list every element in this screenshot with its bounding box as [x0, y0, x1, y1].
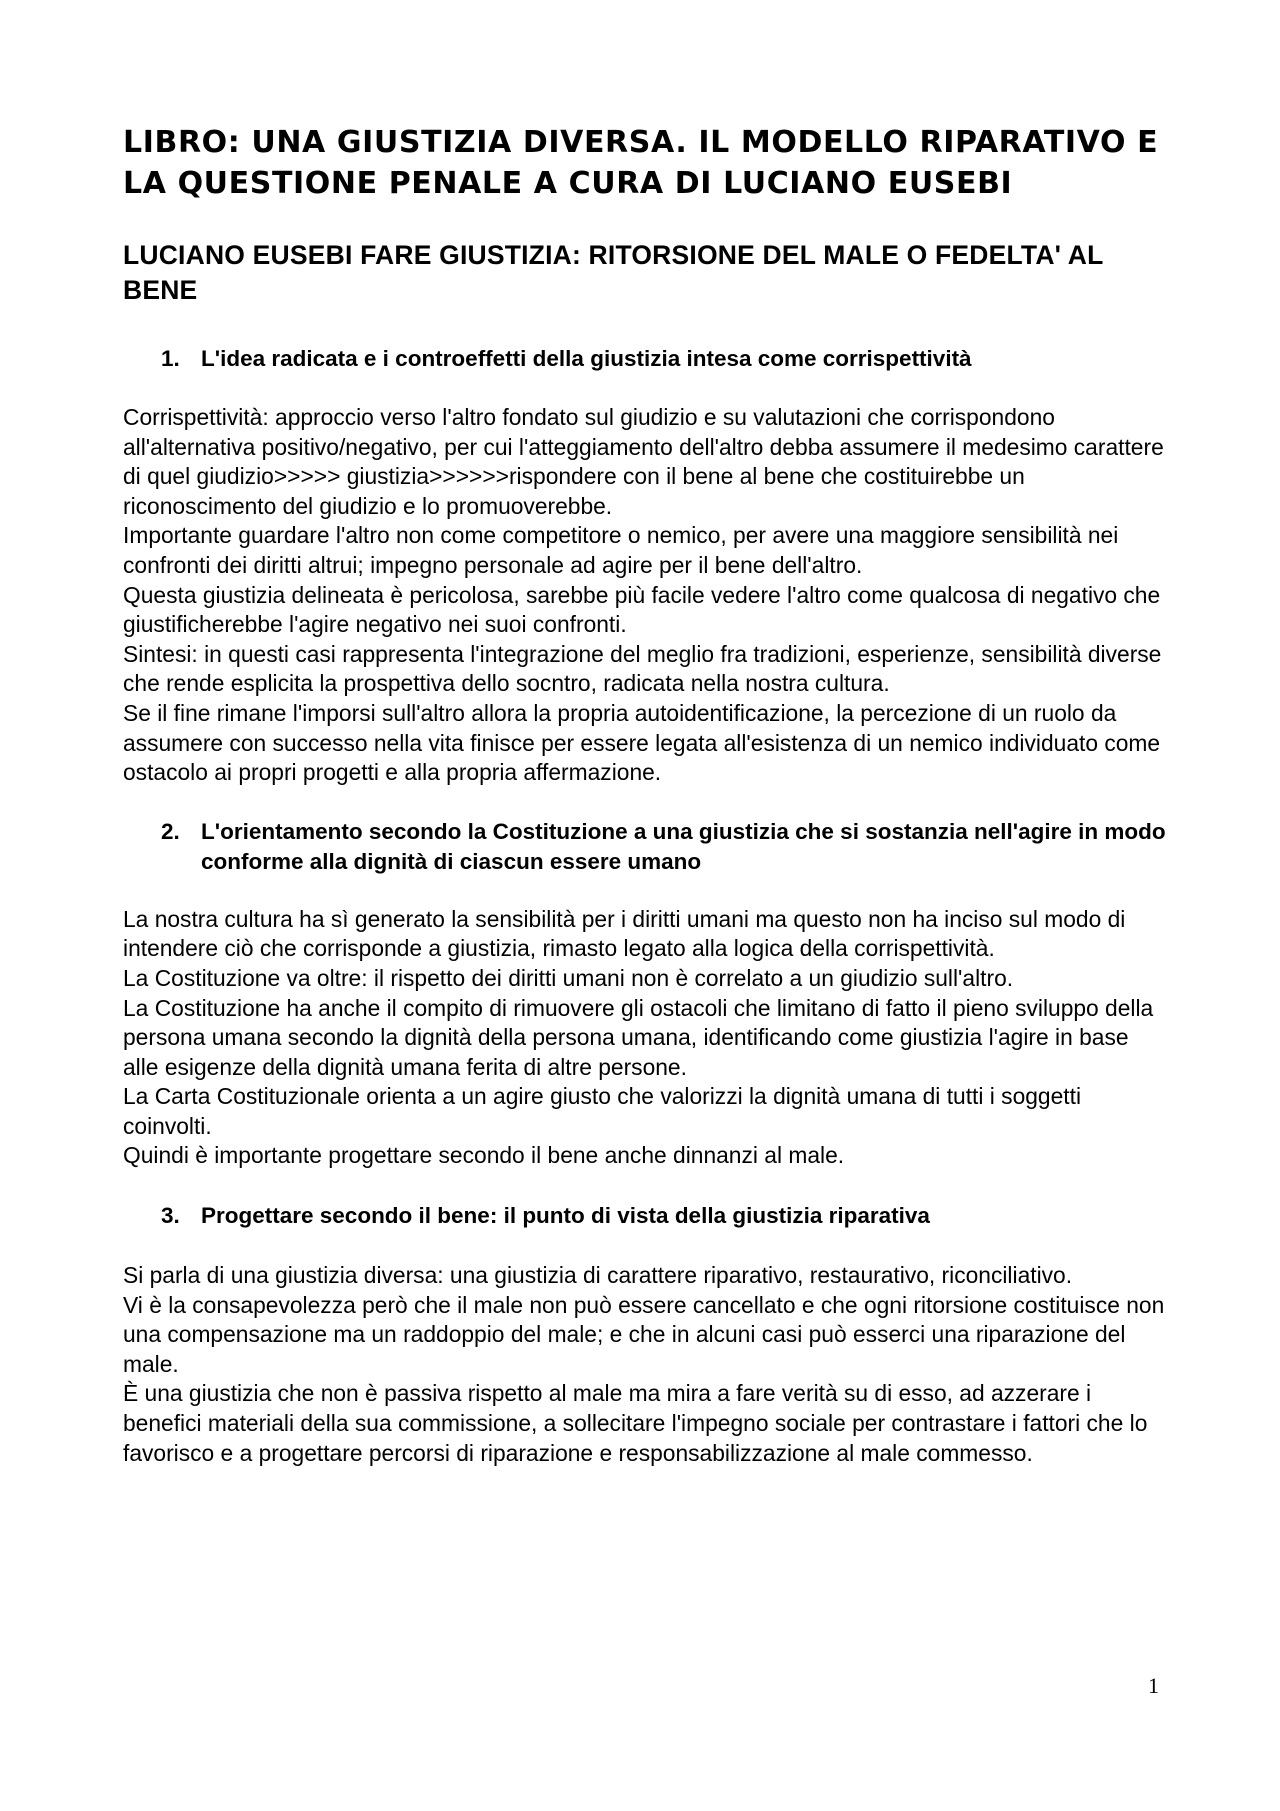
document-subtitle: LUCIANO EUSEBI FARE GIUSTIZIA: RITORSIONE DEL MALE O FEDELTA' AL BENE: [123, 240, 1104, 305]
section-heading-1: [123, 344, 1168, 374]
section-body-2: La nostra cultura ha sì generato la sensibilità per i diritti umani ma questo non ha inciso sul modo di intendere ciò che corrisponde a giustizia, rimasto legato alla logica della corrispettività. La Costituzione va oltre: il rispetto dei diritti umani non è correlato a un giudizio sull'altro. La Costituzione ha anche il compito di rimuovere gli ostacoli che limitano di fatto il pieno sviluppo della persona umana secondo la dignità della persona umana, identificando come giustizia l'agire in base alle esigenze della dignità umana ferita di altre persone. La Carta Costituzionale orienta a un agire giusto che valorizzi la dignità umana di tutti i soggetti coinvolti. Quindi è importante progettare secondo il bene anche dinnanzi al male.: [123, 905, 1154, 1169]
section-body-3: Si parla di una giustizia diversa: una giustizia di carattere riparativo, restaurativo, riconciliativo. Vi è la consapevolezza però che il male non può essere cancellato e che ogni ritorsione costituisce non una compensazione ma un raddoppio del male; e che in alcuni casi può esserci una riparazione del male. È una giustizia che non è passiva rispetto al male ma mira a fare verità su di esso, ad azzerare i benefici materiali della sua commissione, a sollecitare l'impegno sociale per contrastare i fattori che lo favorisco e a progettare percorsi di riparazione e responsabilizzazione al male commesso.: [123, 1262, 1165, 1466]
section-number: 3.: [161, 1203, 180, 1229]
section-heading-text: L'idea radicata e i controeffetti della giustizia intesa come corrispettività: [201, 346, 972, 371]
document-title: LIBRO: UNA GIUSTIZIA DIVERSA. IL MODELLO RIPARATIVO E LA QUESTIONE PENALE A CURA DI LUCIANO EUSEBI: [123, 125, 1159, 201]
section-body-1: Corrispettività: approccio verso l'altro fondato sul giudizio e su valutazioni che corrispondono all'alternativa positivo/negativo, per cui l'atteggiamento dell'altro debba assumere il medesimo carattere di quel giudizio>>>>> giustizia>>>>>>rispondere con il bene al bene che costituirebbe un riconoscimento del giudizio e lo promuoverebbe. Importante guardare l'altro non come competitore o nemico, per avere una maggiore sensibilità nei confronti dei diritti altrui; impegno personale ad agire per il bene dell'altro. Questa giustizia delineata è pericolosa, sarebbe più facile vedere l'altro come qualcosa di negativo che giustificherebbe l'agire negativo nei suoi confronti. Sintesi: in questi casi rappresenta l'integrazione del meglio fra tradizioni, esperienze, sensibilità diverse che rende esplicita la prospettiva dello socntro, radicata nella nostra cultura. Se il fine rimane l'imporsi sull'altro allora la propria autoidentificazione, la percezione di un ruolo da assumere con successo nella vita finisce per essere legata all'esistenza di un nemico individuato come ostacolo ai propri progetti e alla propria affermazione.: [123, 404, 1164, 786]
section-number: 2.: [161, 818, 180, 844]
section-number: 1.: [161, 346, 180, 371]
section-heading-3: [123, 1201, 1168, 1231]
page-number: 1: [1148, 1673, 1159, 1698]
section-heading-text: Progettare secondo il bene: il punto di vista della giustizia riparativa: [201, 1203, 930, 1229]
section-heading-2: [123, 817, 1168, 877]
document-page: [123, 122, 1168, 1468]
section-heading-text: L'orientamento secondo la Costituzione a una giustizia che si sostanzia nell'agire in modo conforme alla dignità di ciascun essere umano: [201, 818, 1166, 874]
